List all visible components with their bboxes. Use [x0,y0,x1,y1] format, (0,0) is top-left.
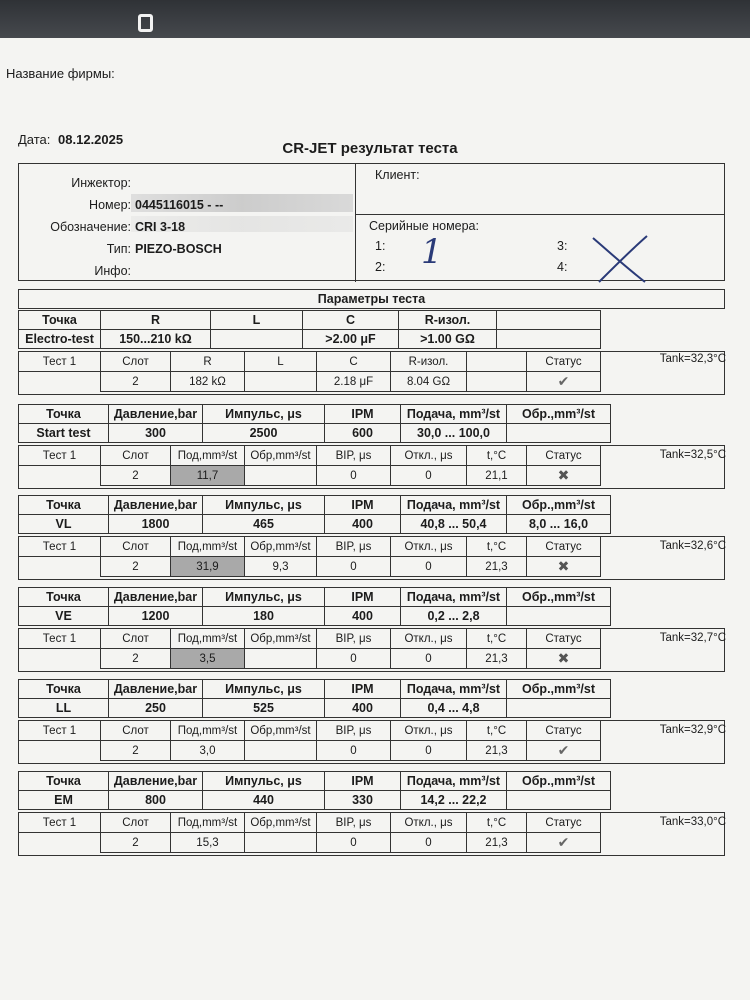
report-title: CR-JET результат теста [282,140,458,157]
col-slot: Слот [101,446,171,466]
col-pulse: Импульс, μs [203,680,325,699]
col-temp: t,°C [467,446,527,466]
divider [355,214,725,215]
col-bip: BIP, μs [317,629,391,649]
col-slot: Слот [101,537,171,557]
handwritten-cross-icon [589,232,651,284]
cell-back: 9,3 [245,557,317,577]
cell-delivery: 14,2 ... 22,2 [401,791,507,810]
result-table [18,812,601,853]
client-label: Клиент: [375,168,420,182]
cell-pulse: 465 [203,515,325,534]
info-label: Инфо: [94,264,131,278]
cell-status [527,372,601,392]
cell-point: VL [19,515,109,534]
result-header-row [19,813,601,833]
electro-result-values [19,372,601,392]
cell-status [527,833,601,853]
cell-slot: 2 [101,372,171,392]
cell-slot: 2 [101,741,171,761]
designation-label: Обозначение: [50,220,131,234]
cell-c: >2.00 μF [303,330,399,349]
tank-temp: Tank=32,3°C [659,353,726,365]
col-ipm: IPM [325,588,401,607]
col-point: Точка [19,772,109,791]
col-temp: t,°C [467,537,527,557]
test-label: Тест 1 [19,721,101,741]
col-c: C [303,311,399,330]
cell-temp: 21,3 [467,833,527,853]
cell-ipm: 400 [325,607,401,626]
cell-backflow [507,699,611,718]
col-l: L [245,352,317,372]
col-point: Точка [19,496,109,515]
col-status: Статус [527,446,601,466]
col-delivery: Под,mm³/st [171,813,245,833]
tank-temp: Tank=32,6°C [659,540,726,552]
cell-status [527,557,601,577]
params-header-row [19,496,611,515]
photo-top-edge [0,0,750,40]
col-slot: Слот [101,813,171,833]
fail-cross-icon: ✖ [557,558,570,574]
col-pressure: Давление,bar [109,405,203,424]
type-value: PIEZO-BOSCH [135,242,222,256]
cell-blank [19,649,101,669]
col-temp: t,°C [467,721,527,741]
cell-r-iso: 8.04 GΩ [391,372,467,392]
col-point: Точка [19,680,109,699]
check-icon: ✔ [557,742,570,758]
col-deviation: Откл., μs [391,446,467,466]
result-table [18,628,601,669]
cell-slot: 2 [101,649,171,669]
cell-delivery: 40,8 ... 50,4 [401,515,507,534]
cell-status [527,741,601,761]
tank-temp: Tank=33,0°C [659,816,726,828]
cell-pulse: 2500 [203,424,325,443]
result-value-row [19,741,601,761]
col-backflow: Обр.,mm³/st [507,772,611,791]
date-value: 08.12.2025 [58,132,124,147]
cell-pressure: 250 [109,699,203,718]
params-header-row [19,588,611,607]
electro-params-table [18,310,601,349]
test-label: Тест 1 [19,813,101,833]
params-title: Параметры теста [18,289,725,309]
col-pulse: Импульс, μs [203,496,325,515]
cell-blank [19,833,101,853]
cell-blank [19,557,101,577]
check-icon: ✔ [557,373,570,389]
cell-ipm: 330 [325,791,401,810]
col-slot: Слот [101,352,171,372]
fail-cross-icon: ✖ [557,650,570,666]
cell-dev: 0 [391,557,467,577]
col-backflow: Обр,mm³/st [245,537,317,557]
handwritten-serial-1: 1 [421,232,443,272]
col-empty [497,311,601,330]
col-r-iso: R-изол. [391,352,467,372]
col-delivery: Подача, mm³/st [401,405,507,424]
test-label: Тест 1 [19,352,101,372]
cell-slot: 2 [101,833,171,853]
col-bip: BIP, μs [317,721,391,741]
cell-backflow [507,607,611,626]
injector-info-box [18,163,725,281]
params-value-row [19,791,611,810]
cell-point: EM [19,791,109,810]
col-delivery: Подача, mm³/st [401,772,507,791]
cell-back [245,833,317,853]
col-backflow: Обр.,mm³/st [507,588,611,607]
cell-bip: 0 [317,557,391,577]
cell-point: Electro-test [19,330,101,349]
cell-delivery: 0,4 ... 4,8 [401,699,507,718]
cell-empty [497,330,601,349]
col-pressure: Давление,bar [109,588,203,607]
col-deviation: Откл., μs [391,537,467,557]
result-header-row [19,446,601,466]
col-delivery: Под,mm³/st [171,537,245,557]
col-delivery: Под,mm³/st [171,721,245,741]
col-status: Статус [527,352,601,372]
cell-back [245,466,317,486]
serial-slot-4: 4: [557,260,568,274]
test-label: Тест 1 [19,629,101,649]
test-label: Тест 1 [19,446,101,466]
date-label: Дата: [18,132,51,147]
col-status: Статус [527,537,601,557]
device-logo-icon [138,14,153,32]
cell-dev: 0 [391,741,467,761]
company-label: Название фирмы: [6,66,115,81]
col-backflow: Обр,mm³/st [245,629,317,649]
result-header-row [19,629,601,649]
col-delivery: Подача, mm³/st [401,680,507,699]
cell-pulse: 525 [203,699,325,718]
col-pressure: Давление,bar [109,772,203,791]
result-value-row [19,833,601,853]
col-backflow: Обр,mm³/st [245,813,317,833]
check-icon: ✔ [557,834,570,850]
col-pulse: Импульс, μs [203,405,325,424]
cell-blank [19,741,101,761]
serial-slot-2: 2: [375,260,386,274]
cell-point: VE [19,607,109,626]
result-value-row [19,466,601,486]
electro-result-table [18,351,601,392]
params-table [18,771,611,810]
cell-status [527,649,601,669]
col-backflow: Обр.,mm³/st [507,496,611,515]
cell-pressure: 1200 [109,607,203,626]
col-ipm: IPM [325,405,401,424]
col-r-iso: R-изол. [399,311,497,330]
col-temp: t,°C [467,629,527,649]
col-backflow: Обр,mm³/st [245,446,317,466]
col-pressure: Давление,bar [109,496,203,515]
col-pulse: Импульс, μs [203,772,325,791]
params-value-row [19,699,611,718]
cell-l [211,330,303,349]
col-deviation: Откл., μs [391,629,467,649]
cell-temp: 21,3 [467,557,527,577]
col-pressure: Давление,bar [109,680,203,699]
col-deviation: Откл., μs [391,721,467,741]
result-header-row [19,721,601,741]
cell-back [245,741,317,761]
cell-blank [19,466,101,486]
col-ipm: IPM [325,496,401,515]
cell-point: Start test [19,424,109,443]
result-header-row [19,537,601,557]
cell-dev: 0 [391,466,467,486]
cell-status [527,466,601,486]
cell-slot: 2 [101,557,171,577]
col-bip: BIP, μs [317,537,391,557]
params-table [18,679,611,718]
cell-bip: 0 [317,833,391,853]
serial-slot-3: 3: [557,239,568,253]
result-table [18,445,601,486]
result-table [18,720,601,761]
cell-blank [19,372,101,392]
cell-bip: 0 [317,466,391,486]
col-empty [467,352,527,372]
col-delivery: Под,mm³/st [171,446,245,466]
number-value: 0445116015 - -- [135,198,224,212]
cell-dev: 0 [391,649,467,669]
electro-result-header [19,352,601,372]
col-r: R [171,352,245,372]
cell-pulse: 180 [203,607,325,626]
col-l: L [211,311,303,330]
col-c: C [317,352,391,372]
params-table [18,587,611,626]
col-backflow: Обр.,mm³/st [507,680,611,699]
cell-temp: 21,3 [467,649,527,669]
result-value-row [19,649,601,669]
result-value-row [19,557,601,577]
cell-delivery: 0,2 ... 2,8 [401,607,507,626]
divider [355,164,356,282]
cell-r-iso: >1.00 GΩ [399,330,497,349]
cell-pressure: 800 [109,791,203,810]
col-bip: BIP, μs [317,446,391,466]
cell-ipm: 600 [325,424,401,443]
test-label: Тест 1 [19,537,101,557]
col-delivery: Подача, mm³/st [401,588,507,607]
cell-temp: 21,1 [467,466,527,486]
fail-cross-icon: ✖ [557,467,570,483]
cell-ipm: 400 [325,515,401,534]
col-backflow: Обр,mm³/st [245,721,317,741]
cell-back [245,649,317,669]
tank-temp: Tank=32,5°C [659,449,726,461]
col-point: Точка [19,311,101,330]
cell-pressure: 1800 [109,515,203,534]
col-status: Статус [527,721,601,741]
params-value-row [19,515,611,534]
electro-header-row [19,311,601,330]
cell-delivery: 30,0 ... 100,0 [401,424,507,443]
cell-del: 3,0 [171,741,245,761]
designation-value: CRI 3-18 [135,220,186,234]
params-header-row [19,680,611,699]
cell-backflow: 8,0 ... 16,0 [507,515,611,534]
cell-pressure: 300 [109,424,203,443]
params-value-row [19,424,611,443]
params-table [18,495,611,534]
col-slot: Слот [101,629,171,649]
cell-ipm: 400 [325,699,401,718]
tank-temp: Tank=32,7°C [659,632,726,644]
cell-temp: 21,3 [467,741,527,761]
col-point: Точка [19,405,109,424]
cell-del: 15,3 [171,833,245,853]
cell-l [245,372,317,392]
serial-label: Серийные номера: [369,219,479,233]
col-temp: t,°C [467,813,527,833]
col-delivery: Подача, mm³/st [401,496,507,515]
tank-temp: Tank=32,9°C [659,724,726,736]
params-value-row [19,607,611,626]
cell-dev: 0 [391,833,467,853]
electro-value-row [19,330,601,349]
cell-del: 3,5 [171,649,245,669]
cell-backflow [507,424,611,443]
cell-r: 182 kΩ [171,372,245,392]
cell-pulse: 440 [203,791,325,810]
col-backflow: Обр.,mm³/st [507,405,611,424]
type-label: Тип: [106,242,131,256]
col-pulse: Импульс, μs [203,588,325,607]
cell-c: 2.18 μF [317,372,391,392]
col-point: Точка [19,588,109,607]
col-ipm: IPM [325,680,401,699]
printed-report [0,38,750,1000]
col-status: Статус [527,629,601,649]
cell-backflow [507,791,611,810]
params-header-row [19,772,611,791]
result-table [18,536,601,577]
params-table [18,404,611,443]
col-slot: Слот [101,721,171,741]
col-r: R [101,311,211,330]
injector-label: Инжектор: [71,176,131,190]
cell-point: LL [19,699,109,718]
col-status: Статус [527,813,601,833]
col-deviation: Откл., μs [391,813,467,833]
cell-r: 150...210 kΩ [101,330,211,349]
params-header-row [19,405,611,424]
col-bip: BIP, μs [317,813,391,833]
cell-empty [467,372,527,392]
col-delivery: Под,mm³/st [171,629,245,649]
cell-del: 11,7 [171,466,245,486]
cell-bip: 0 [317,741,391,761]
cell-slot: 2 [101,466,171,486]
cell-bip: 0 [317,649,391,669]
cell-del: 31,9 [171,557,245,577]
col-ipm: IPM [325,772,401,791]
serial-slot-1: 1: [375,239,386,253]
number-label: Номер: [89,198,131,212]
